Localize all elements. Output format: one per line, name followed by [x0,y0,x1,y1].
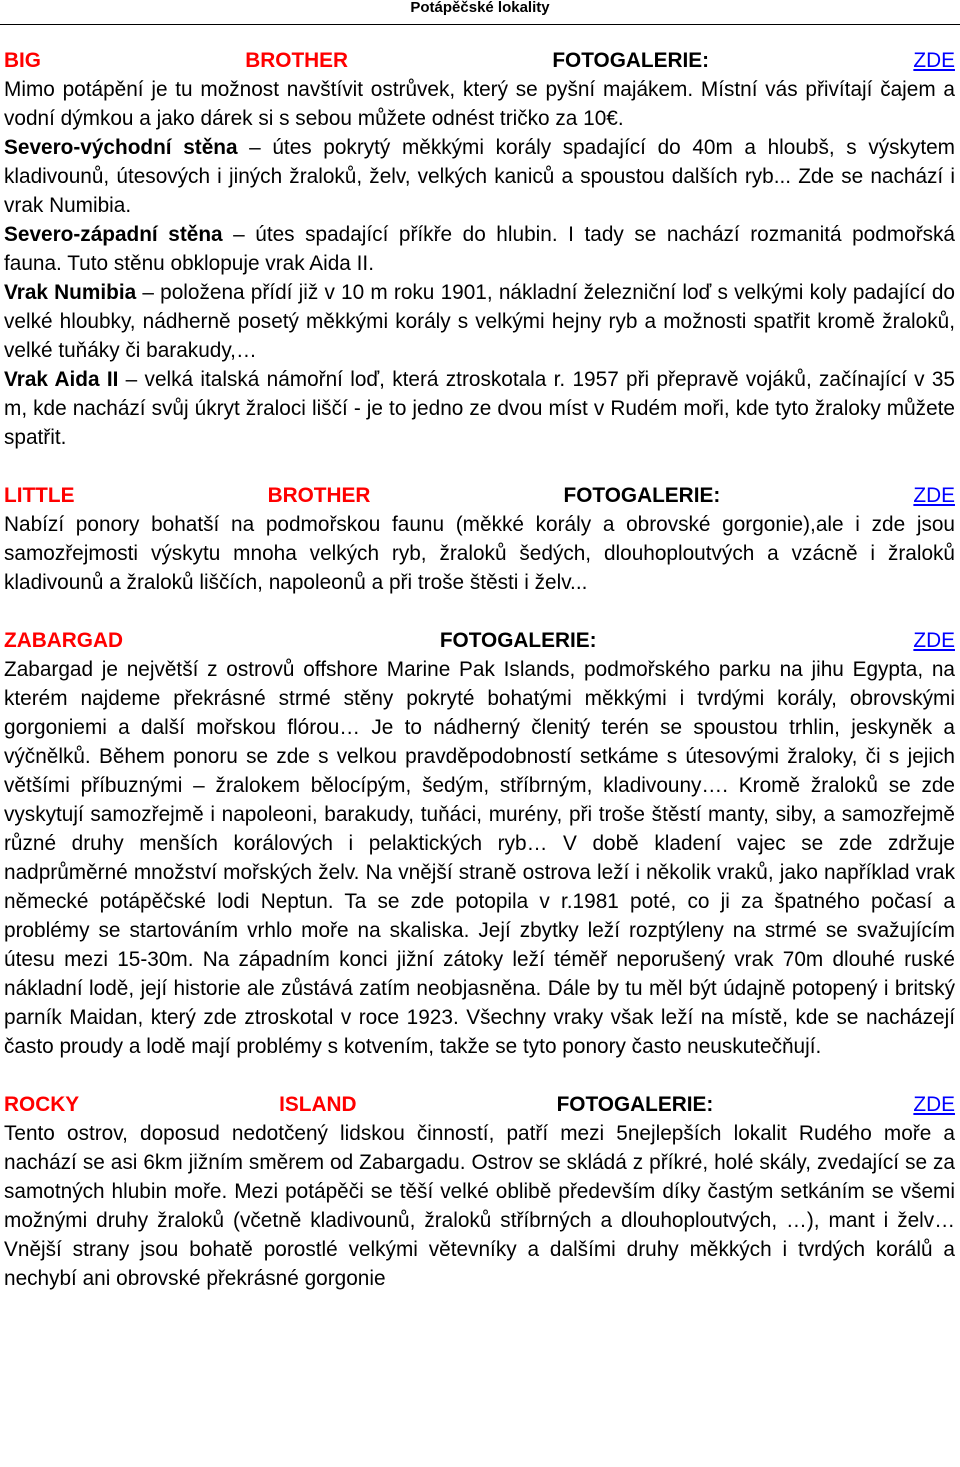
text-run: – velká italská námořní loď, která ztroskotala r. 1957 při přepravě vojáků, začínající v 35 m, kde nachází svůj úkryt žraloci liščí - je to jedno ze dvou míst v Rudém moři, kde tyto žraloky můžete spatřit. [4,368,955,449]
section-text [4,75,955,452]
section-text: Zabargad je největší z ostrovů offshore Marine Pak Islands, podmořského parku na jihu Egypta, na kterém najdeme překrásné strmé stěny pokryté bohatými měkkými i tvrdými korály, obrovskými gorgoniemi a další mořskou flórou… Je to nádherný členitý terén se spoustou trhlin, jeskyněk a výčnělků. Během ponoru se zde s velkou pravděpodobností setkáme s útesovými žraloky, či s jejich většími příbuznými – žralokem bělocípým, šedým, stříbrným, kladivouny…. Kromě žraloků se zde vyskytují samozřejmě i napoleoni, barakudy, tuňáci, murény, při troše štěstí manty, siby, a samozřejmě různé druhy menších korálových i pelaktických ryb… V době kladení vajec se zde zdržuje nadprůměrné množství mořských želv. Na vnější straně ostrova leží i několik vraků, jako například vrak německé potápěčské lodi Neptun. Ta se zde potopila v r.1981 poté, co ji za špatného počasí a problémy se startováním vrhlo moře na skaliska. Její zbytky leží rozptýleny na strmé se svažujícím útesu mezi 15-30m. Na západním konci jižní zátoky leží téměř neporušený vrak 70m dlouhé ruské nákladní lodě, její historie ale zůstává zatím neobjasněna. Dále by tu měl být údajně potopený i britský parník Maidan, který zde ztroskotal v roce 1923. Všechny vraky však leží na místě, kde se nacházejí často proudy a lodě mají problémy s kotvením, takže se tyto ponory často neuskutečňují. [4,658,955,1058]
section-title-word: LITTLE [4,484,75,507]
text-run: Mimo potápění je tu možnost navštívit ostrůvek, který se pyšní majákem. Místní vás přivítají čajem a vodní dýmkou a jako dárek si s sebou můžete odnést tričko za 10€. [4,78,955,130]
section-title-word: BROTHER [245,49,349,72]
section-title-word: ROCKY [4,1093,80,1116]
gallery-link[interactable]: ZDE [913,49,955,72]
gallery-label: FOTOGALERIE: [556,1093,714,1116]
page-header-title: Potápěčské lokality [410,0,550,16]
header-divider [0,24,960,25]
gallery-label: FOTOGALERIE: [439,629,597,652]
section-title-word: ISLAND [279,1093,357,1116]
section-title-row [4,626,955,655]
section-title-word: BROTHER [267,484,371,507]
text-run: – položena přídí již v 10 m roku 1901, nákladní železniční loď s velkými koly padající do velké hloubky, nádherně posetý měkkými korály s velkými hejny ryb a možnosti spatřit kromě žraloků, velké tuňáky či barakudy,… [4,281,955,362]
section-zabargad [4,626,955,1061]
section-title-row [4,481,955,510]
gallery-label: FOTOGALERIE: [552,49,710,72]
gallery-link[interactable]: ZDE [913,629,955,652]
bold-term: Severo-východní stěna [4,136,238,159]
bold-term: Vrak Numibia [4,281,137,304]
gallery-link[interactable]: ZDE [913,484,955,507]
section-title-row [4,46,955,75]
text-run: – útes spadající příkře do hlubin. I tady se nachází rozmanitá podmořská fauna. Tuto stěnu obklopuje vrak Aida II. [4,223,955,275]
document-content [4,46,955,1322]
section-text: Nabízí ponory bohatší na podmořskou faunu (měkké korály a obrovské gorgonie),ale i zde jsou samozřejmosti výskytu mnoha velkých ryb, žraloků šedých, dlouhoploutvých a vzácně i žraloků kladivounů a žraloků liščích, napoleonů a při troše štěsti i želv... [4,513,955,594]
text-run: – útes pokrytý měkkými korály spadající do 40m a hloubš, s výskytem kladivounů, útesových i jiných žraloků, želv, velkých kaniců a spoustou dalších ryb... Zde se nachází i vrak Numibia. [4,136,955,217]
section-rocky-island [4,1090,955,1293]
section-title-row [4,1090,955,1119]
section-title-word: ZABARGAD [4,629,123,652]
section-big-brother [4,46,955,452]
bold-term: Vrak Aida II [4,368,119,391]
section-text: Tento ostrov, doposud nedotčený lidskou činností, patří mezi 5nejlepších lokalit Rudého moře a nachází se asi 6km jižním směrem od Zabargadu. Ostrov se skládá z příkré, holé skály, zvedající se za samotných hlubin moře. Mezi potápěči se těší velké oblibě především díky častým setkáním se všemi možnými druhy žraloků (včetně kladivounů, žraloků stříbrných a dlouhoploutvých, …), mant i želv… Vnější strany jsou bohatě porostlé velkými větevníky a dalšími druhy měkkých i tvrdých korálů a nechybí ani obrovské překrásné gorgonie [4,1122,955,1290]
bold-term: Severo-západní stěna [4,223,223,246]
section-little-brother [4,481,955,597]
section-title-word: BIG [4,49,41,72]
gallery-label: FOTOGALERIE: [563,484,721,507]
gallery-link[interactable]: ZDE [913,1093,955,1116]
